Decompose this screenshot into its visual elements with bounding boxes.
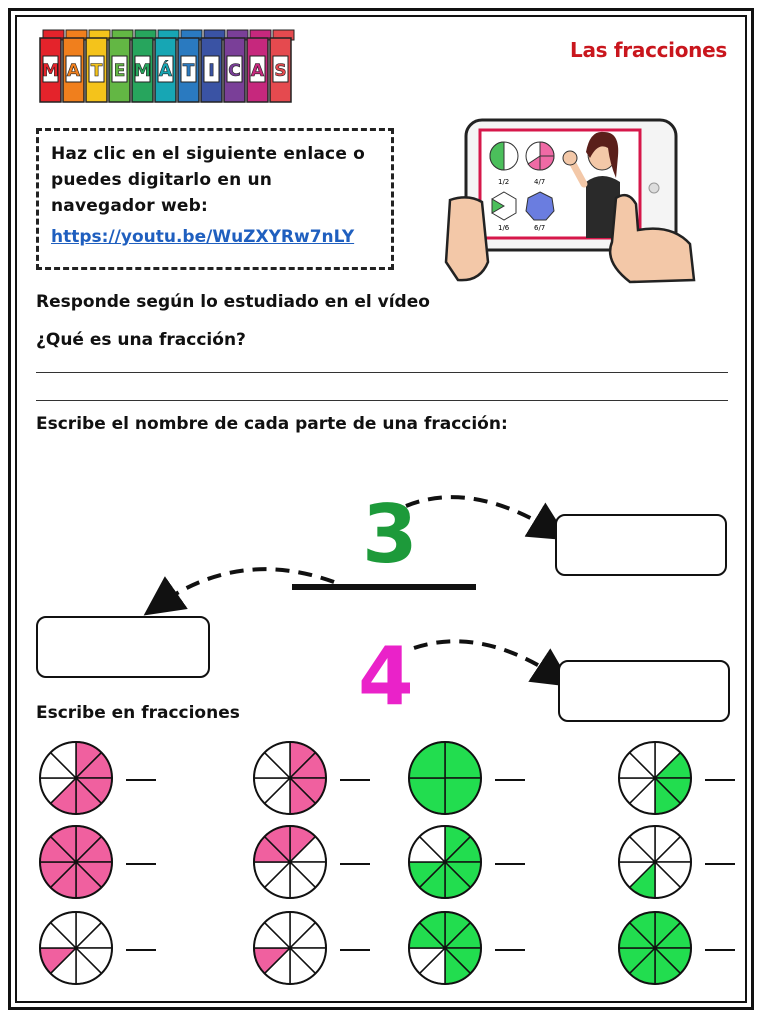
tablet-label-1: 1/2 bbox=[498, 178, 510, 186]
fraction-answer-blank-r2c1[interactable] bbox=[126, 863, 156, 865]
fraction-answer-blank-r3c4[interactable] bbox=[705, 949, 735, 951]
fraction-parts-prompt: Escribe el nombre de cada parte de una fracción: bbox=[36, 414, 508, 434]
fraction-pie-r3c3 bbox=[409, 912, 481, 984]
video-link[interactable]: https://youtu.be/WuZXYRw7nLY bbox=[51, 227, 355, 247]
video-prompt: Responde según lo estudiado en el vídeo bbox=[36, 292, 430, 312]
fraction-answer-blank-r1c2[interactable] bbox=[340, 779, 370, 781]
link-instruction: Haz clic en el siguiente enlace o puedes digitarlo en un navegador web: bbox=[51, 144, 366, 216]
fraction-pie-r1c4 bbox=[619, 742, 691, 814]
fraction-pie-r3c1 bbox=[40, 912, 112, 984]
logo-letter: C bbox=[228, 61, 241, 81]
fraction-pie-r1c2 bbox=[254, 742, 326, 814]
tablet-label-3: 1/6 bbox=[498, 224, 510, 232]
fraction-pie-r2c2 bbox=[254, 826, 326, 898]
logo-letter: I bbox=[208, 61, 215, 81]
fraction-answer-blank-r1c3[interactable] bbox=[495, 779, 525, 781]
logo-letter: E bbox=[113, 61, 126, 81]
fraction-numerator: 3 bbox=[362, 488, 418, 581]
fraction-answer-blank-r3c2[interactable] bbox=[340, 949, 370, 951]
fraction-answer-blank-r2c2[interactable] bbox=[340, 863, 370, 865]
logo-letter: M bbox=[134, 61, 151, 81]
logo-letter: M bbox=[42, 61, 59, 81]
fraction-answer-blank-r3c1[interactable] bbox=[126, 949, 156, 951]
fraction-pie-r1c1 bbox=[40, 742, 112, 814]
worksheet-title: Las fracciones bbox=[570, 38, 727, 62]
tablet-label-2: 4/7 bbox=[534, 178, 546, 186]
fraction-pie-r2c4 bbox=[619, 826, 691, 898]
logo-letter: A bbox=[250, 61, 265, 81]
write-fractions-prompt: Escribe en fracciones bbox=[36, 703, 240, 723]
fraction-answer-blank-r2c3[interactable] bbox=[495, 863, 525, 865]
logo-letter: Á bbox=[158, 61, 173, 81]
fraction-pie-r3c4 bbox=[619, 912, 691, 984]
fraction-answer-blank-r1c1[interactable] bbox=[126, 779, 156, 781]
tablet-label-4: 6/7 bbox=[534, 224, 546, 232]
logo-letter: A bbox=[66, 61, 81, 81]
fraction-pie-r2c3 bbox=[409, 826, 481, 898]
logo-letter: T bbox=[182, 61, 195, 81]
logo-letter: S bbox=[274, 61, 287, 81]
fraction-pie-r1c3 bbox=[409, 742, 481, 814]
fraction-answer-blank-r1c4[interactable] bbox=[705, 779, 735, 781]
what-is-fraction-question: ¿Qué es una fracción? bbox=[36, 330, 246, 350]
fraction-answer-blank-r2c4[interactable] bbox=[705, 863, 735, 865]
fraction-denominator: 4 bbox=[358, 630, 414, 723]
logo-letter: T bbox=[90, 61, 103, 81]
fraction-pie-r2c1 bbox=[40, 826, 112, 898]
fraction-pie-r3c2 bbox=[254, 912, 326, 984]
fraction-answer-blank-r3c3[interactable] bbox=[495, 949, 525, 951]
